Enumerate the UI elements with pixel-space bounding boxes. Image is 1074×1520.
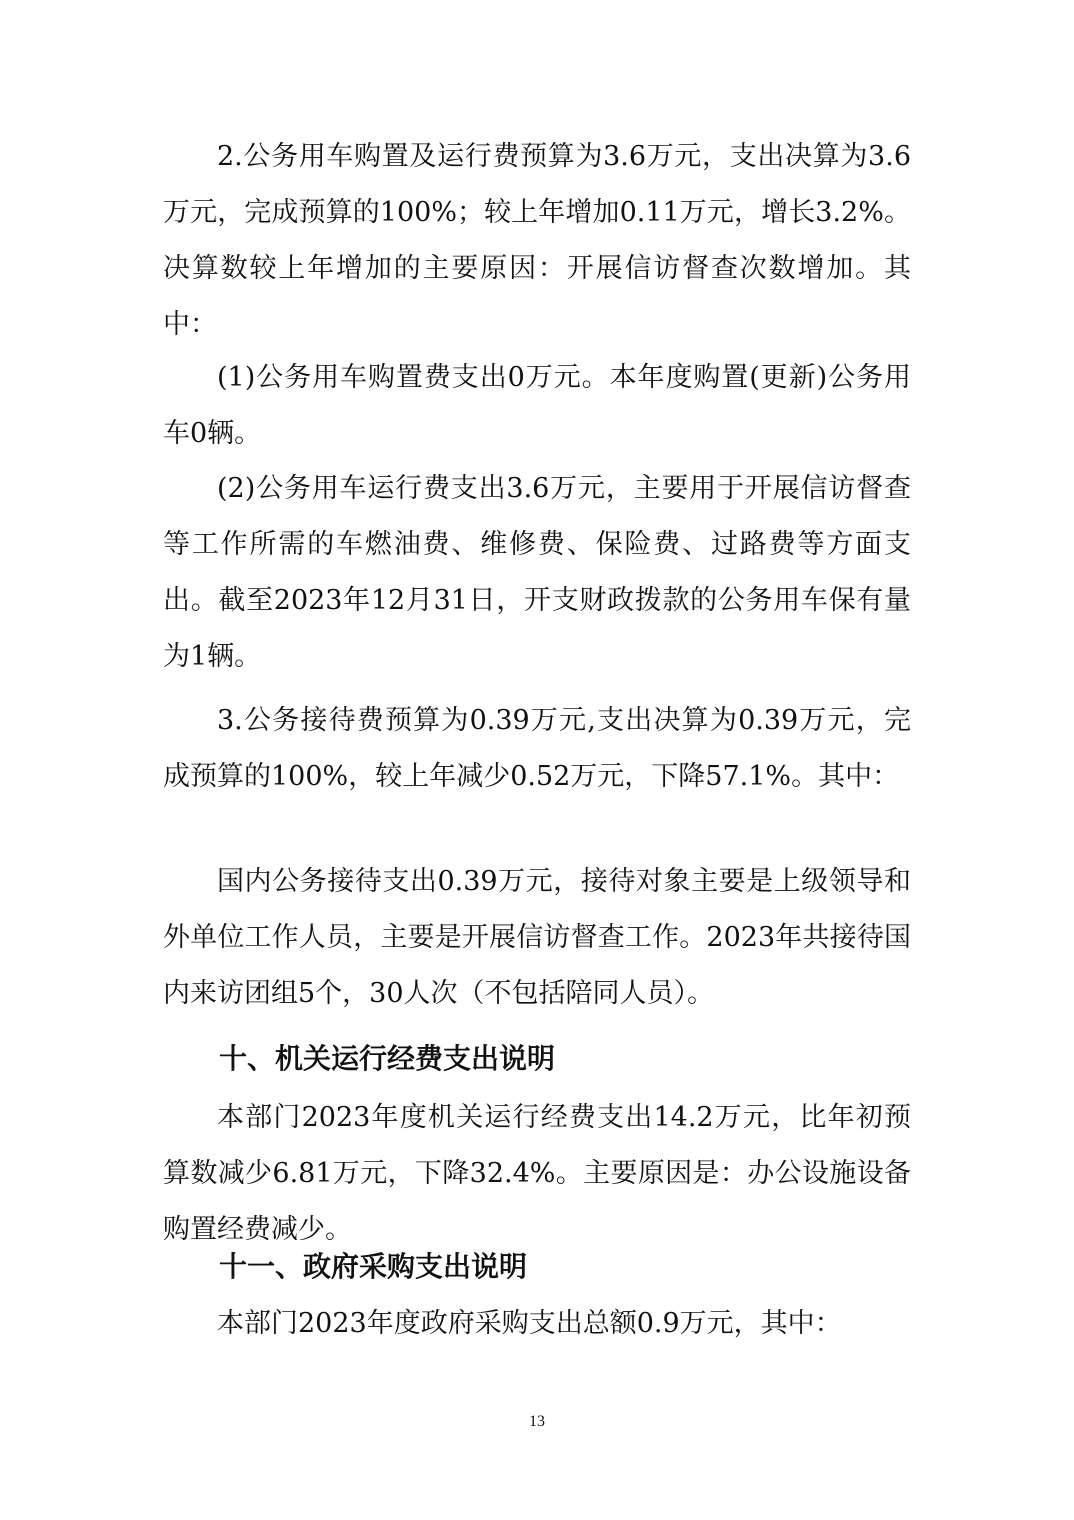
- paragraph-operation-expenses: 本部门2023年度机关运行经费支出14.2万元，比年初预算数减少6.81万元，下降32.4%。主要原因是：办公设施设备购置经费减少。: [163, 1102, 911, 1245]
- section-heading-government-procurement: 十一、政府采购支出说明: [219, 1250, 528, 1283]
- paragraph-domestic-reception: 国内公务接待支出0.39万元，接待对象主要是上级领导和外单位工作人员，主要是开展信访督查工作。2023年共接待国内来访团组5个，30人次（不包括陪同人员）。: [163, 866, 911, 1009]
- paragraph-vehicle-purchase: (1)公务用车购置费支出0万元。本年度购置(更新)公务用车0辆。: [163, 362, 911, 449]
- paragraph-vehicle-budget: 2.公务用车购置及运行费预算为3.6万元，支出决算为3.6万元，完成预算的100%；较上年增加0.11万元，增长3.2%。决算数较上年增加的主要原因：开展信访督查次数增加。其中：: [163, 141, 911, 340]
- section-heading-operation-expenses: 十、机关运行经费支出说明: [219, 1042, 556, 1075]
- page-number: 13: [529, 1413, 545, 1430]
- paragraph-reception-budget: 3.公务接待费预算为0.39万元,支出决算为0.39万元，完成预算的100%，较上年减少0.52万元，下降57.1%。其中：: [163, 705, 911, 792]
- paragraph-government-procurement: 本部门2023年度政府采购支出总额0.9万元，其中：: [217, 1308, 842, 1339]
- paragraph-vehicle-operation: (2)公务用车运行费支出3.6万元，主要用于开展信访督查等工作所需的车燃油费、维修费、保险费、过路费等方面支出。截至2023年12月31日，开支财政拨款的公务用车保有量为1辆。: [163, 473, 911, 672]
